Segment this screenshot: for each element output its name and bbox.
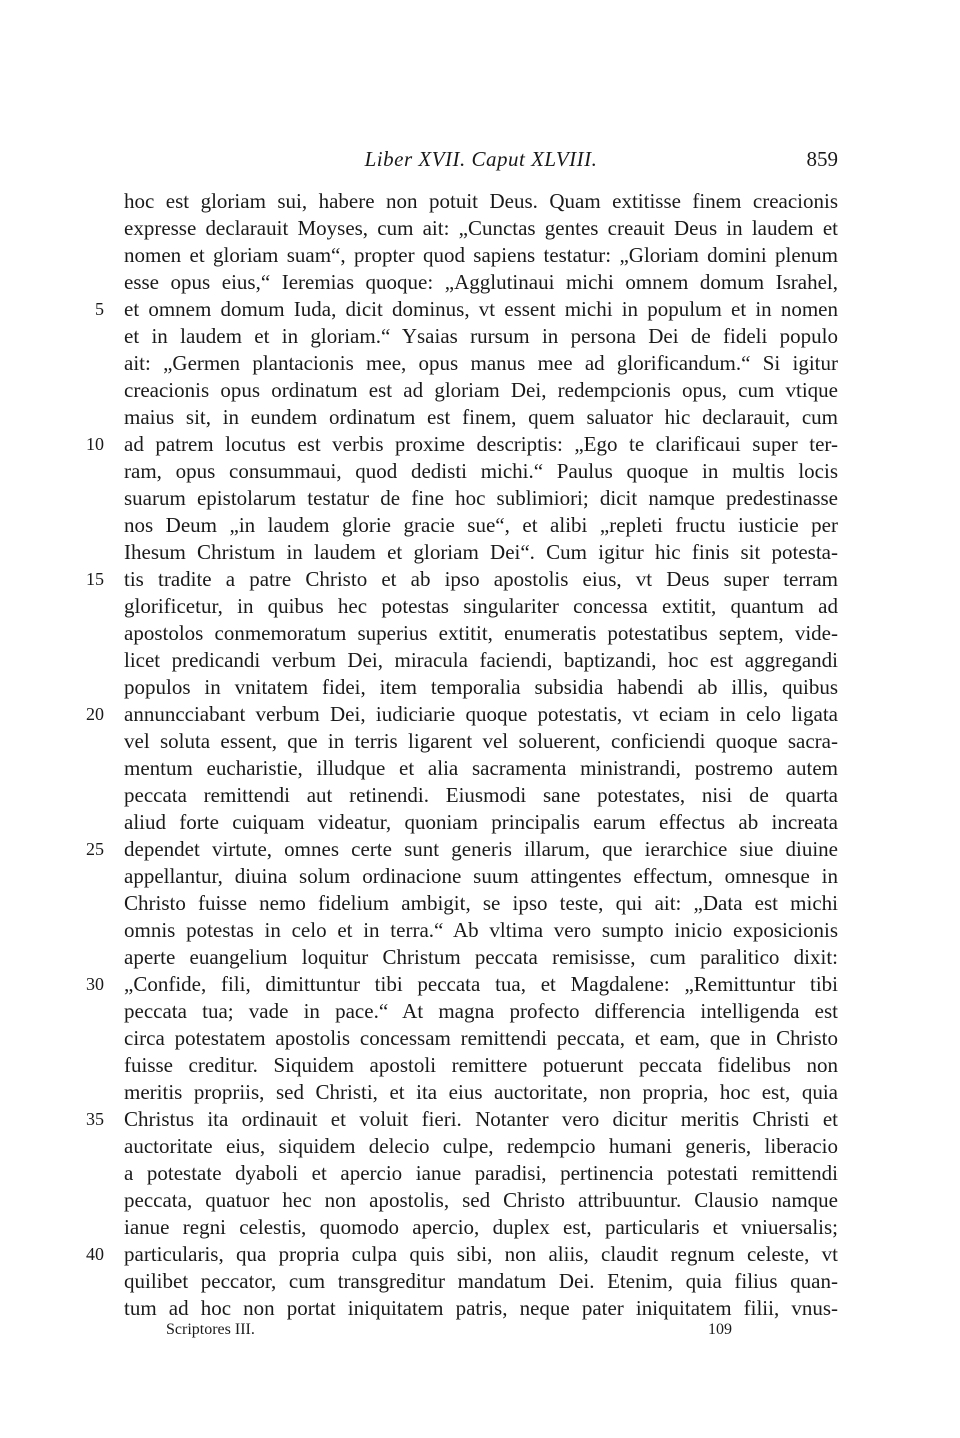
text-line <box>124 674 838 701</box>
line-text: ianue regni celestis, quomodo apercio, duplex est, particularis et vniuersalis; <box>124 1215 838 1239</box>
line-text: ait: „Germen plantacionis mee, opus manus mee ad glorificandum.“ Si igitur <box>124 351 838 375</box>
text-line <box>124 1133 838 1160</box>
text-line <box>124 404 838 431</box>
text-line <box>124 998 838 1025</box>
text-line <box>86 431 838 458</box>
text-line <box>124 1052 838 1079</box>
line-text: tis tradite a patre Christo et ab ipso apostolis eius, vt Deus super terram <box>124 567 838 591</box>
line-text: aliud forte cuiquam videatur, quoniam principalis earum effectus ab increata <box>124 810 838 834</box>
line-text: ram, opus consummaui, quod dedisti michi.“ Paulus quoque in multis locis <box>124 459 838 483</box>
line-text: ad patrem locutus est verbis proxime descriptis: „Ego te clarificaui super ter- <box>124 432 838 456</box>
line-number: 35 <box>86 1109 104 1129</box>
line-text: tum ad hoc non portat iniquitatem patris, neque pater iniquitatem filii, vnus- <box>124 1296 838 1320</box>
running-title: Liber XVII. Caput XLVIII. <box>364 147 598 171</box>
text-line <box>124 890 838 917</box>
text-line <box>124 782 838 809</box>
text-line <box>124 1268 838 1295</box>
line-text: nos Deum „in laudem glorie gracie sue“, et alibi „repleti fructu iusticie per <box>124 513 838 537</box>
line-text: maius sit, in eundem ordinatum est finem, quem saluator hic declarauit, cum <box>124 405 838 429</box>
line-text: omnis potestas in celo et in terra.“ Ab vltima vero sumpto inicio exposicionis <box>124 918 838 942</box>
text-line <box>124 863 838 890</box>
page-number: 859 <box>806 147 838 171</box>
line-number: 40 <box>86 1244 104 1264</box>
line-text: aperte euangelium loquitur Christum peccata remisisse, cum paralitico dixit: <box>124 945 838 969</box>
line-text: appellantur, diuina solum ordinacione suum attingentes effectum, omnesque in <box>124 864 838 888</box>
line-text: glorificetur, in quibus hec potestas singulariter concessa extitit, quantum ad <box>124 594 838 618</box>
text-line <box>124 215 838 242</box>
line-number: 10 <box>86 434 104 454</box>
text-line <box>124 944 838 971</box>
line-text: a potestate dyaboli et apercio ianue paradisi, pertinencia potestati remittendi <box>124 1161 838 1185</box>
text-line <box>124 458 838 485</box>
line-text: auctoritate eius, siquidem delecio culpe, redempcio humani generis, liberacio <box>124 1134 838 1158</box>
line-text: dependet virtute, omnes certe sunt generis illarum, que ierarchice siue diuine <box>124 837 838 861</box>
text-line <box>86 1241 838 1268</box>
line-number: 25 <box>86 839 104 859</box>
line-number: 30 <box>86 974 104 994</box>
text-line <box>124 323 838 350</box>
text-line <box>124 1214 838 1241</box>
line-text: quilibet peccator, cum transgreditur mandatum Dei. Etenim, quia filius quan- <box>124 1269 838 1293</box>
line-text: et in laudem et in gloriam.“ Ysaias rursum in persona Dei de fideli populo <box>124 324 838 348</box>
text-line <box>124 1187 838 1214</box>
text-line <box>124 350 838 377</box>
line-text: peccata, quatuor hec non apostolis, sed Christo attribuuntur. Clausio namque <box>124 1188 838 1212</box>
line-text: mentum eucharistie, illudque et alia sacramenta ministrandi, postremo autem <box>124 756 838 780</box>
running-header <box>124 147 838 177</box>
line-text: licet predicandi verbum Dei, miracula faciendi, baptizandi, hoc est aggregandi <box>124 648 838 672</box>
line-number: 15 <box>86 569 104 589</box>
line-text: vel soluta essent, que in terris ligarent vel soluerent, conficiendi quoque sacra- <box>124 729 838 753</box>
line-text: populos in vnitatem fidei, item temporalia subsidia habendi ab illis, quibus <box>124 675 838 699</box>
line-text: fuisse creditur. Siquidem apostoli remittere potuerunt peccata fidelibus non <box>124 1053 838 1077</box>
text-line <box>124 539 838 566</box>
text-line <box>124 377 838 404</box>
line-text: annuncciabant verbum Dei, iudiciarie quoque potestatis, vt eciam in celo ligata <box>124 702 838 726</box>
line-text: peccata remittendi aut retinendi. Eiusmodi sane potestates, nisi de quarta <box>124 783 838 807</box>
text-line <box>86 836 838 863</box>
text-line <box>86 701 838 728</box>
sheet-number: 109 <box>708 1321 732 1338</box>
line-text: circa potestatem apostolis concessam remittendi peccata, et eam, que in Christo <box>124 1026 838 1050</box>
text-line <box>124 809 838 836</box>
line-text: expresse declarauit Moyses, cum ait: „Cunctas gentes creauit Deus in laudem et <box>124 216 838 240</box>
line-text: Christo fuisse nemo fidelium ambigit, se ipso teste, qui ait: „Data est michi <box>124 891 838 915</box>
line-number: 20 <box>86 704 104 724</box>
text-line <box>86 971 838 998</box>
line-text: hoc est gloriam sui, habere non potuit Deus. Quam extitisse finem creacionis <box>124 189 838 213</box>
text-line <box>86 566 838 593</box>
line-number: 5 <box>95 299 104 319</box>
line-text: apostolos conmemoratum superius extitit, enumeratis potestatibus septem, vide- <box>124 621 838 645</box>
text-line <box>124 1295 838 1322</box>
signature-mark: Scriptores III. <box>166 1321 255 1338</box>
line-text: particularis, qua propria culpa quis sibi, non aliis, claudit regnum celeste, vt <box>124 1242 838 1266</box>
line-text: creacionis opus ordinatum est ad gloriam Dei, redempcionis opus, cum vtique <box>124 378 838 402</box>
text-line <box>86 1106 838 1133</box>
text-line <box>124 620 838 647</box>
text-line <box>124 242 838 269</box>
text-line <box>124 1079 838 1106</box>
line-text: meritis propriis, sed Christi, et ita eius auctoritate, non propria, hoc est, quia <box>124 1080 838 1104</box>
line-text: esse opus eius,“ Ieremias quoque: „Agglutinaui michi omnem domum Israhel, <box>124 270 838 294</box>
line-text: et omnem domum Iuda, dicit dominus, vt essent michi in populum et in nomen <box>124 297 838 321</box>
text-line <box>124 593 838 620</box>
line-text: Ihesum Christum in laudem et gloriam Dei“. Cum igitur hic finis sit potesta- <box>124 540 838 564</box>
text-line <box>124 755 838 782</box>
main-text <box>86 188 838 1322</box>
line-text: suarum epistolarum testatur de fine hoc sublimiori; dicit namque predestinasse <box>124 486 838 510</box>
text-line <box>95 296 838 323</box>
text-line <box>124 647 838 674</box>
text-line <box>124 188 838 215</box>
text-line <box>124 485 838 512</box>
text-line <box>124 269 838 296</box>
text-line <box>124 728 838 755</box>
text-line <box>124 917 838 944</box>
text-line <box>124 1160 838 1187</box>
text-line <box>124 1025 838 1052</box>
text-line <box>124 512 838 539</box>
line-text: „Confide, fili, dimittuntur tibi peccata tua, et Magdalene: „Remittuntur tibi <box>124 972 838 996</box>
line-text: Christus ita ordinauit et voluit fieri. Notanter vero dicitur meritis Christi et <box>124 1107 838 1131</box>
line-text: peccata tua; vade in pace.“ At magna profecto differencia intelligenda est <box>124 999 838 1023</box>
line-text: nomen et gloriam suam“, propter quod sapiens testatur: „Gloriam domini plenum <box>124 243 838 267</box>
